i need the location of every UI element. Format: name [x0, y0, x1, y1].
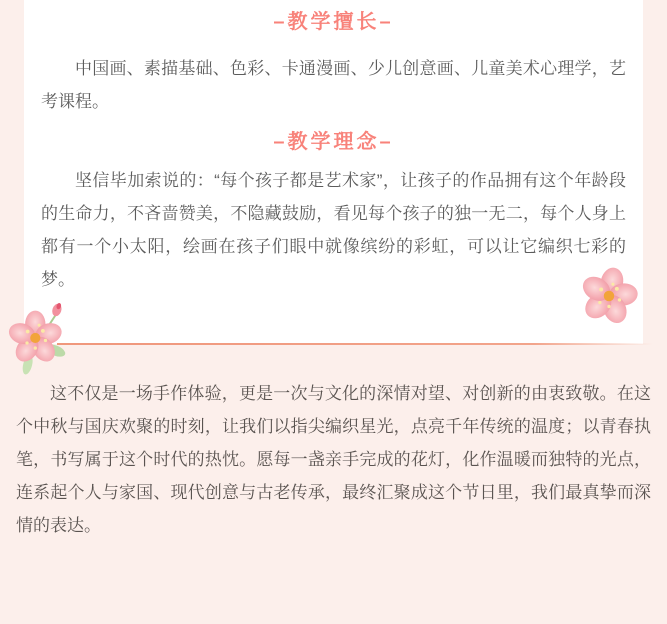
- teaching-philosophy-paragraph: 坚信毕加索说的：“每个孩子都是艺术家”，让孩子的作品拥有这个年龄段的生命力，不吝啬赞美，不隐藏鼓励，看见每个孩子的独一无二，每个人身上都有一个小太阳，绘画在孩子们眼中就像缤纷的彩虹，可以让它编织七彩的梦。: [41, 171, 626, 289]
- teaching-specialties-paragraph: 中国画、素描基础、色彩、卡通漫画、少儿创意画、儿童美术心理学，艺考课程。: [41, 59, 626, 111]
- footer-paragraph: 这不仅是一场手作体验，更是一次与文化的深情对望、对创新的由衷致敬。在这个中秋与国庆欢聚的时刻，让我们以指尖编织星光，点亮千年传统的温度；以青春执笔，书写属于这个时代的热忱。愿每一盏亲手完成的花灯，化作温暖而独特的光点，连系起个人与家国、现代创意与古老传承，最终汇聚成这个节日里，我们最真挚而深情的表达。: [16, 384, 651, 535]
- left-flower-icon: [6, 296, 76, 376]
- section-title-teaching-philosophy: –教学理念–: [273, 131, 394, 153]
- content-card: [24, 0, 643, 344]
- right-flower-icon: [575, 263, 643, 329]
- divider-line: [57, 343, 653, 345]
- section-title-teaching-specialties: –教学擅长–: [273, 11, 394, 33]
